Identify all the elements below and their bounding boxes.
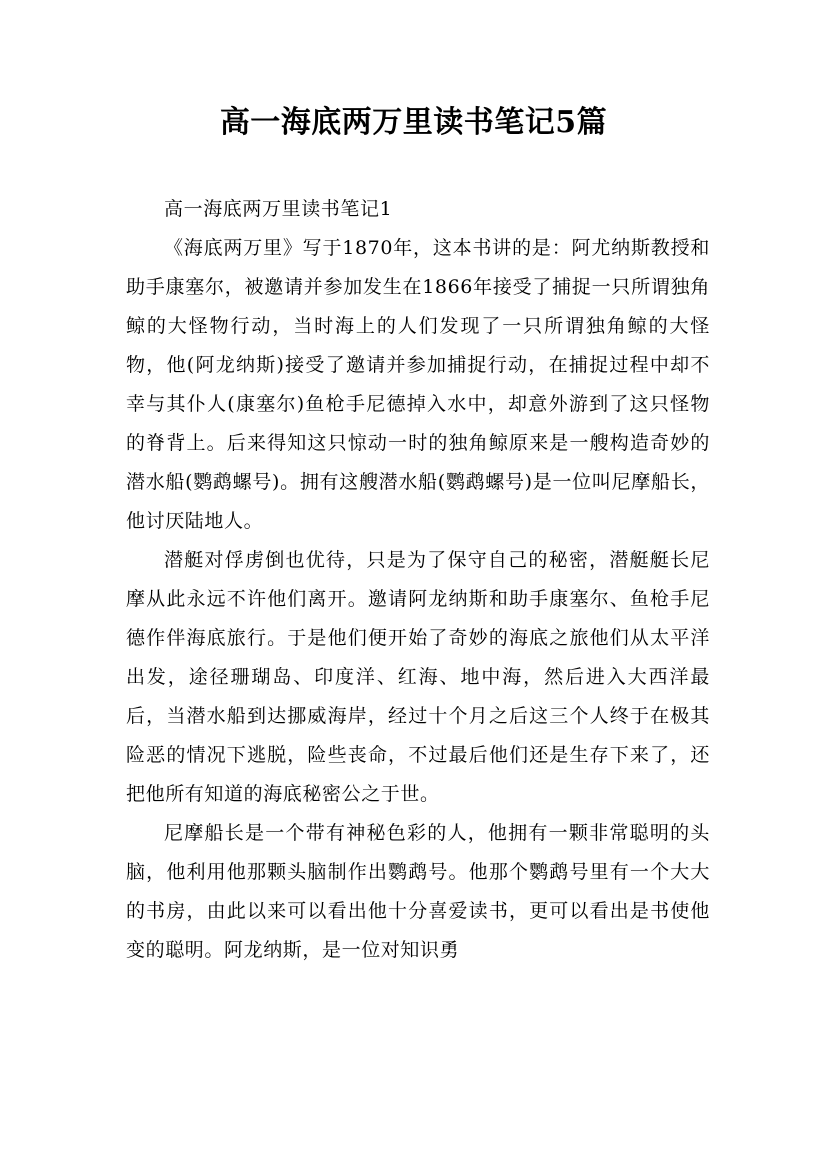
section-heading: 高一海底两万里读书笔记1 (164, 198, 393, 220)
document-title: 高一海底两万里读书笔记5篇 (219, 105, 608, 140)
paragraph: 《海底两万里》写于1870年，这本书讲的是：阿尤纳斯教授和助手康塞尔，被邀请并参加发生在1866年接受了捕捉一只所谓独角鲸的大怪物行动，当时海上的人们发现了一只所谓独角鲸的大怪物，他(阿龙纳斯)接受了邀请并参加捕捉行动，在捕捉过程中却不幸与其仆人(康塞尔)鱼枪手尼德掉入水中，却意外游到了这只怪物的脊背上。后来得知这只惊动一时的独角鲸原来是一艘构造奇妙的潜水船(鹦鹉螺号)。拥有这艘潜水船(鹦鹉螺号)是一位叫尼摩船长，他讨厌陆地人。 (126, 237, 710, 532)
paragraph: 尼摩船长是一个带有神秘色彩的人，他拥有一颗非常聪明的头脑，他利用他那颗头脑制作出鹦鹉号。他那个鹦鹉号里有一个大大的书房，由此以来可以看出他十分喜爱读书，更可以看出是书使他变的聪明。阿龙纳斯，是一位对知识勇 (126, 822, 710, 961)
document-body (126, 190, 710, 970)
paragraph: 潜艇对俘虏倒也优待，只是为了保守自己的秘密，潜艇艇长尼摩从此永远不许他们离开。邀请阿龙纳斯和助手康塞尔、鱼枪手尼德作伴海底旅行。于是他们便开始了奇妙的海底之旅他们从太平洋出发，途径珊瑚岛、印度洋、红海、地中海，然后进入大西洋最后，当潜水船到达挪威海岸，经过十个月之后这三个人终于在极其险恶的情况下逃脱，险些丧命，不过最后他们还是生存下来了，还把他所有知道的海底秘密公之于世。 (126, 549, 710, 805)
